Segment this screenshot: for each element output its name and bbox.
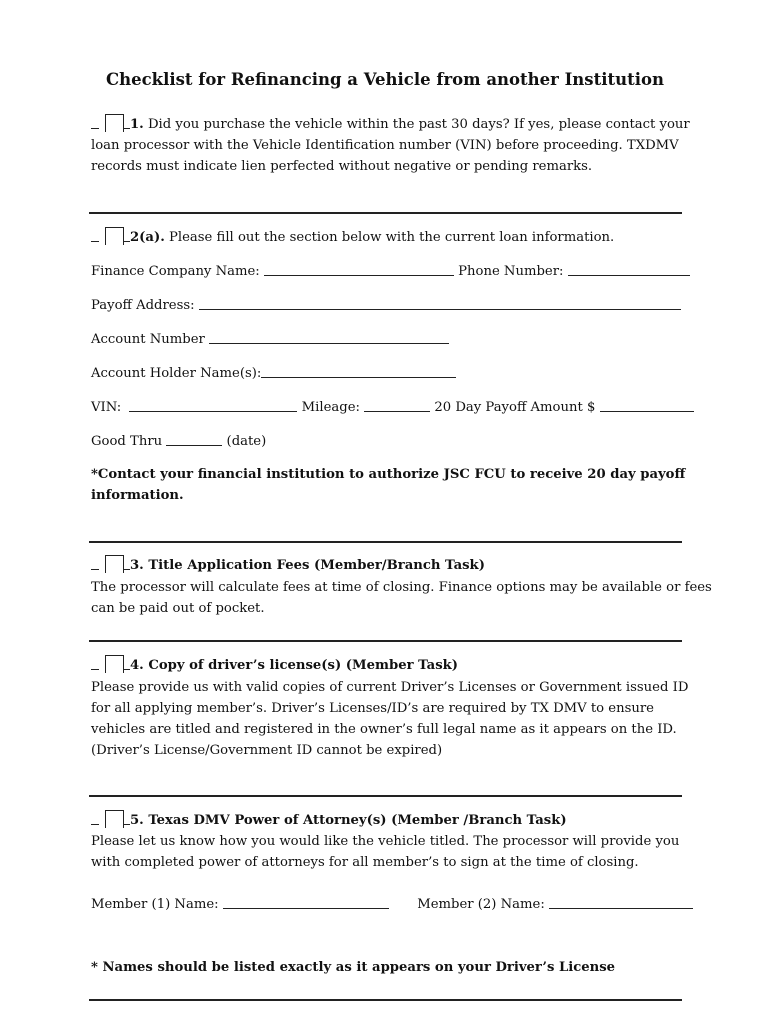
phone-label: Phone Number: (458, 264, 564, 279)
payoff-address-label: Payoff Address: (91, 298, 195, 313)
payoff-address-row (91, 295, 691, 316)
account-holder-field[interactable] (261, 364, 456, 378)
item1-number: 1. (130, 117, 144, 132)
item2a-text: Please fill out the section below with the current loan information. (169, 230, 615, 245)
divider-1 (89, 212, 682, 214)
item4-text-line1: Please provide us with valid copies of current Driver’s Licenses or Government issued ID (91, 680, 689, 695)
account-holder-row (91, 363, 691, 384)
payoff-amount-field[interactable] (600, 398, 694, 412)
item1-text-line1: Did you purchase the vehicle within the past 30 days? If yes, please contact your (147, 117, 690, 132)
item1-text-line2: loan processor with the Vehicle Identification number (VIN) before proceeding. TXDMV (91, 138, 679, 153)
finance-company-row (91, 261, 691, 282)
item5-checkbox-row (91, 810, 567, 831)
item5-checkbox[interactable] (105, 810, 124, 828)
item1-checkbox[interactable] (105, 114, 124, 132)
item4-checkbox[interactable] (105, 655, 124, 673)
item4-text-line2: for all applying member’s. Driver’s Licenses/ID’s are required by TX DMV to ensure (91, 701, 654, 716)
divider-4 (89, 795, 682, 797)
item5-heading: 5. Texas DMV Power of Attorney(s) (Member /Branch Task) (130, 813, 567, 828)
divider-5 (89, 999, 682, 1001)
member1-field[interactable] (223, 895, 389, 909)
item3-checkbox-row (91, 555, 485, 576)
member2-label: Member (2) Name: (417, 897, 545, 912)
item2a-note-line2: information. (91, 488, 184, 503)
item5-text-line1: Please let us know how you would like the vehicle titled. The processor will provide you (91, 834, 680, 849)
item3-heading: 3. Title Application Fees (Member/Branch Task) (130, 558, 485, 573)
item2a-number: 2(a). (130, 230, 165, 245)
item3-text-line1: The processor will calculate fees at time of closing. Finance options may be available or fees (91, 580, 712, 595)
vin-row (91, 397, 691, 418)
item5-text-line2: with completed power of attorneys for all member’s to sign at the time of closing. (91, 855, 639, 870)
good-thru-field[interactable] (166, 432, 222, 446)
item4-text-line3: vehicles are titled and registered in the owner’s full legal name as it appears on the ID. (91, 722, 677, 737)
page-title: Checklist for Refinancing a Vehicle from another Institution (105, 70, 664, 89)
vin-field[interactable] (129, 398, 297, 412)
mileage-field[interactable] (364, 398, 430, 412)
item2a-checkbox-row (91, 227, 614, 248)
good-thru-label: Good Thru (91, 434, 163, 449)
account-number-row (91, 329, 691, 350)
member1-label: Member (1) Name: (91, 897, 219, 912)
account-number-label: Account Number (91, 332, 205, 347)
date-label: (date) (226, 434, 267, 449)
good-thru-row (91, 431, 691, 452)
member2-field[interactable] (549, 895, 693, 909)
finance-company-label: Finance Company Name: (91, 264, 260, 279)
item1-text-line3: records must indicate lien perfected without negative or pending remarks. (91, 159, 593, 174)
divider-3 (89, 640, 682, 642)
member-names-row (91, 894, 691, 915)
item4-heading: 4. Copy of driver’s license(s) (Member Task) (130, 658, 459, 673)
item3-text-line2: can be paid out of pocket. (91, 601, 265, 616)
account-number-field[interactable] (209, 330, 449, 344)
item4-checkbox-row (91, 655, 458, 676)
payoff-address-field[interactable] (199, 296, 681, 310)
phone-field[interactable] (568, 262, 690, 276)
item5-note: * Names should be listed exactly as it appears on your Driver’s License (91, 960, 616, 975)
vin-label: VIN: (91, 400, 122, 415)
mileage-label: Mileage: (301, 400, 360, 415)
divider-2 (89, 541, 682, 543)
finance-company-field[interactable] (264, 262, 454, 276)
item2a-checkbox[interactable] (105, 227, 124, 245)
item1-checkbox-row (91, 114, 690, 135)
item2a-note-line1: *Contact your financial institution to authorize JSC FCU to receive 20 day payoff (91, 467, 686, 482)
account-holder-label: Account Holder Name(s): (91, 366, 262, 381)
item3-checkbox[interactable] (105, 555, 124, 573)
payoff-amount-label: 20 Day Payoff Amount $ (434, 400, 596, 415)
item4-text-line4: (Driver’s License/Government ID cannot be expired) (91, 743, 443, 758)
